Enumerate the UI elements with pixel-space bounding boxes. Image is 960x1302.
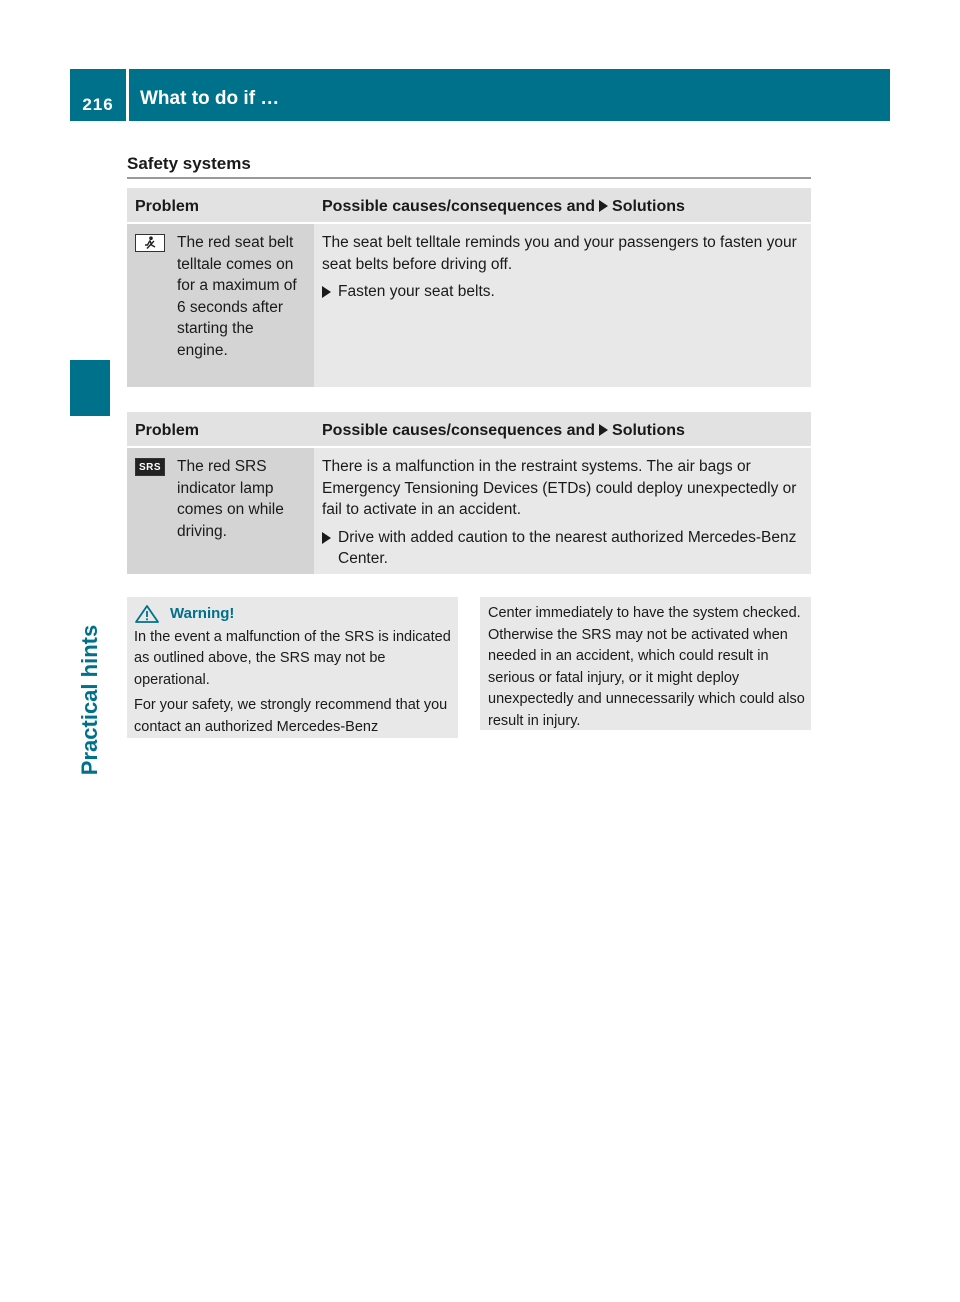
problem-table (127, 188, 811, 387)
side-label (70, 600, 110, 800)
warning-paragraph: For your safety, we strongly recommend that you contact an authorized Mercedes-Benz (134, 697, 448, 735)
warning-triangle-icon (134, 605, 160, 623)
solution-text: Drive with added caution to the nearest authorized Mercedes-Benz Center. (338, 528, 797, 567)
table-row (127, 448, 811, 574)
problem-cell (127, 224, 314, 387)
problem-text: The red SRS indicator lamp comes on while driving. (177, 458, 284, 540)
seatbelt-icon (135, 234, 165, 252)
arrow-icon (599, 424, 608, 436)
solution-step (322, 527, 803, 570)
header-problem: Problem (135, 198, 200, 215)
table-header (127, 412, 811, 448)
chapter-title: What to do if … (140, 88, 280, 109)
warning-title: Warning! (170, 605, 235, 622)
warning-box (127, 597, 458, 738)
page-number: 216 (82, 95, 114, 114)
cause-text: The seat belt telltale reminds you and your passengers to fasten your seat belts before driving off. (322, 234, 797, 273)
section-title: Safety systems (127, 154, 251, 173)
warning-heading (134, 603, 452, 625)
arrow-icon (599, 200, 608, 212)
arrow-icon (322, 532, 331, 544)
header-divider (126, 69, 129, 121)
problem-table (127, 412, 811, 574)
solution-text: Fasten your seat belts. (338, 283, 495, 300)
warning-continuation-text: Center immediately to have the system checked. Otherwise the SRS may not be activated when needed in an accident, which could result in serious or fatal injury, or it might deploy unexpectedly and unnecessarily which could also result in injury. (488, 605, 805, 729)
problem-text: The red seat belt telltale comes on for a maximum of 6 seconds after starting the engine. (177, 234, 297, 359)
cause-text: There is a malfunction in the restraint systems. The air bags or Emergency Tensioning Devices (ETDs) could deploy unexpectedly or fail to activate in an accident. (322, 458, 797, 518)
causes-cell (314, 224, 811, 387)
table-header (127, 188, 811, 224)
table-row (127, 224, 811, 387)
side-tab (70, 360, 110, 416)
side-label-text: Practical hints (77, 624, 103, 776)
header-causes: Possible causes/consequences and Solutions (322, 198, 685, 215)
warning-continuation-box (480, 597, 811, 730)
warning-paragraph: In the event a malfunction of the SRS is indicated as outlined above, the SRS may not be operational. (134, 628, 451, 688)
solution-step (322, 281, 803, 303)
problem-cell (127, 448, 314, 574)
header-causes: Possible causes/consequences and Solutions (322, 422, 685, 439)
section-rule (127, 177, 811, 179)
causes-cell (314, 448, 811, 574)
header-problem: Problem (135, 422, 200, 439)
srs-icon: SRS (135, 458, 165, 476)
arrow-icon (322, 286, 331, 298)
